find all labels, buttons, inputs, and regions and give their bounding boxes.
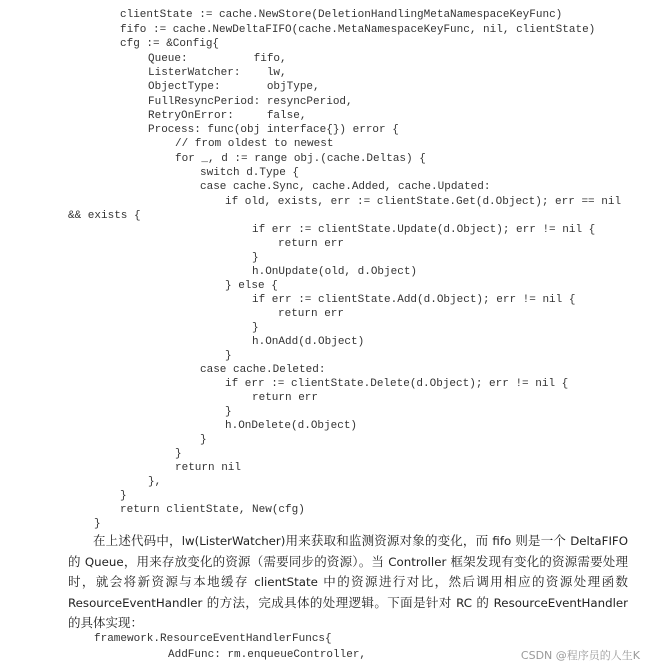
paragraph-text (68, 531, 628, 634)
code-line: ListerWatcher: lw, (148, 67, 287, 79)
text-run: ，用来存放变化的资源（需要同步的资源）。当 (123, 553, 389, 569)
code-line: } (175, 448, 182, 460)
term-fifo: fifo (492, 534, 512, 548)
term-resourceeventhandler: ResourceEventHandler (68, 595, 203, 610)
code-line: case cache.Sync, cache.Added, cache.Updated: (200, 181, 491, 193)
term-controller: Controller (388, 554, 447, 569)
text-run: 的 (68, 553, 85, 569)
code-line: h.OnDelete(d.Object) (225, 420, 358, 432)
code-line: return clientState, New(cfg) (120, 504, 305, 516)
code-line: case cache.Deleted: (200, 364, 326, 376)
text-run: 框架发现有变化的资源需要处理时，就会将新资源与本地缓存 (68, 553, 628, 589)
code-line: } (252, 322, 259, 334)
term-queue: Queue (84, 554, 124, 569)
code-line: if err := clientState.Add(d.Object); err != nil { (252, 294, 576, 306)
code-line: cfg := &Config{ (120, 38, 220, 50)
text-run: 用来获取和监测资源对象的变化，而 (285, 533, 493, 548)
code-line: } else { (225, 280, 278, 292)
text-run: 在上述代码中， (93, 533, 182, 548)
code-line: RetryOnError: false, (148, 110, 307, 122)
code-line: return err (252, 392, 319, 404)
code-line: } (200, 434, 207, 446)
code-line: }, (148, 476, 162, 488)
watermark: CSDN @程序员的人生K (520, 649, 640, 662)
code-line: && exists { (68, 210, 141, 222)
text-run: 中的资源进行对比，然后调用相应的资源处理函数 (317, 574, 628, 589)
code-line: fifo := cache.NewDeltaFIFO(cache.MetaNamespaceKeyFunc, nil, clientState) (120, 24, 596, 36)
code-line: } (225, 350, 232, 362)
code-line: ObjectType: objType, (148, 81, 320, 93)
code-line: if err := clientState.Update(d.Object); err != nil { (252, 224, 596, 236)
code-line: return nil (175, 462, 242, 474)
term-rc: RC (456, 595, 472, 610)
code-line: switch d.Type { (200, 167, 300, 179)
code-line: } (120, 490, 127, 502)
term-deltafifo: DeltaFIFO (570, 534, 628, 548)
code-line: // from oldest to newest (175, 138, 334, 150)
code-line: if err := clientState.Delete(d.Object); err != nil { (225, 378, 569, 390)
text-run: 的具体实现： (68, 615, 144, 630)
code-line: h.OnAdd(d.Object) (252, 336, 365, 348)
term-listerwatcher: lw(ListerWatcher) (181, 534, 286, 548)
code-line: AddFunc: rm.enqueueController, (168, 649, 367, 661)
code-line: Process: func(obj interface{}) error { (148, 124, 399, 136)
text-run: 则是一个 (511, 533, 571, 548)
explanation-paragraph (68, 531, 628, 634)
code-line: for _, d := range obj.(cache.Deltas) { (175, 153, 426, 165)
code-line: clientState := cache.NewStore(DeletionHandlingMetaNamespaceKeyFunc) (120, 9, 563, 21)
code-line: } (94, 518, 101, 530)
code-line: h.OnUpdate(old, d.Object) (252, 266, 418, 278)
code-line: return err (278, 308, 345, 320)
code-line: return err (278, 238, 345, 250)
text-run: 的方法，完成具体的处理逻辑。下面是针对 (202, 594, 457, 610)
term-resourceeventhandler: ResourceEventHandler (493, 595, 628, 610)
text-run: 的 (472, 594, 494, 610)
code-line: framework.ResourceEventHandlerFuncs{ (94, 633, 332, 645)
code-line: } (225, 406, 232, 418)
code-line: if old, exists, err := clientState.Get(d.Object); err == nil (225, 196, 622, 208)
term-clientstate: clientState (254, 575, 318, 589)
code-line: } (252, 252, 259, 264)
code-line: FullResyncPeriod: resyncPeriod, (148, 96, 353, 108)
code-line: Queue: fifo, (148, 53, 287, 65)
